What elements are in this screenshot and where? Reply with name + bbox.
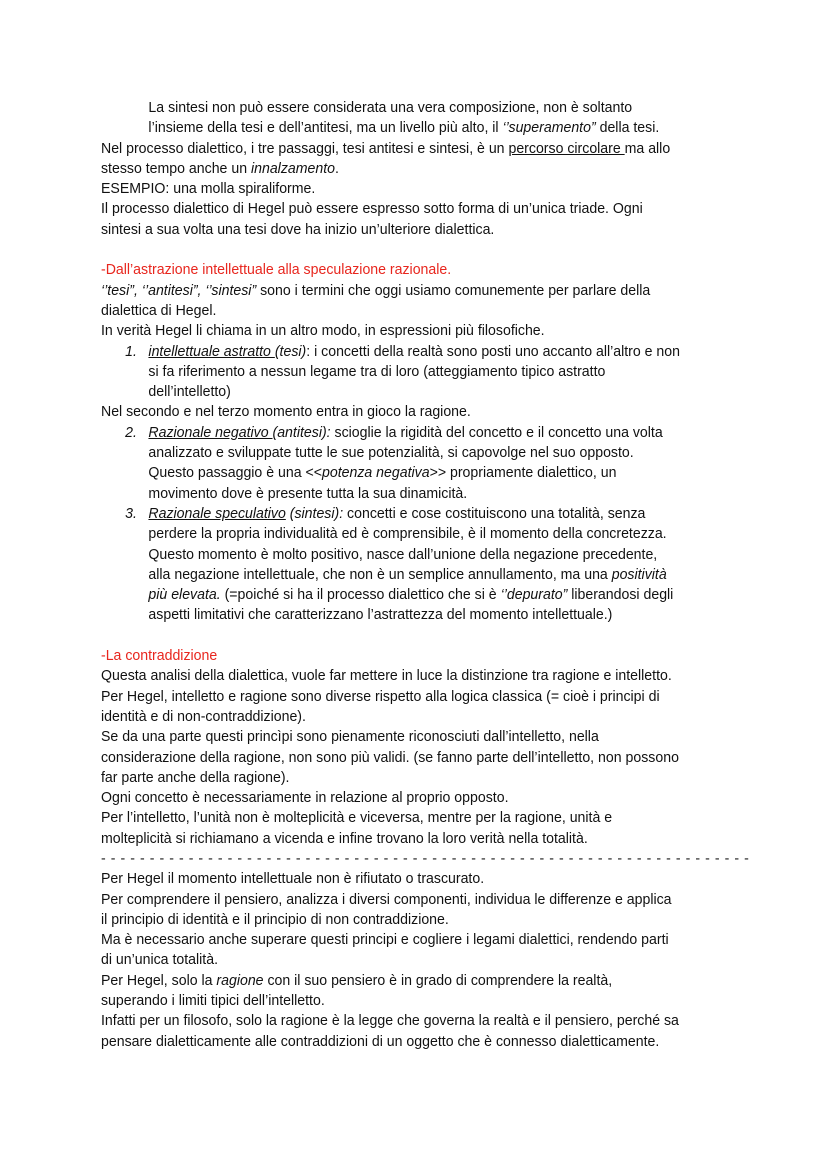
text-segment: Per Hegel, intelletto e ragione sono diverse rispetto alla logica classica (= cioè i principi di <box>101 687 660 705</box>
emphasized-text: innalzamento <box>250 159 335 177</box>
text-line <box>101 98 749 118</box>
text-segment: il principio di identità e il principio di non contraddizione. <box>101 910 449 928</box>
text-line <box>101 687 749 707</box>
text-segment: stesso tempo anche un <box>101 159 251 177</box>
text-line <box>101 402 749 422</box>
text-segment: ma allo <box>624 139 671 157</box>
text-line <box>101 727 749 747</box>
text-line <box>101 585 749 605</box>
text-line <box>101 869 749 889</box>
text-segment: movimento dove è presente tutta la sua dinamicità. <box>148 484 468 502</box>
text-segment: con il suo pensiero è in grado di comprendere la realtà, <box>263 971 613 989</box>
section-heading <box>101 646 749 666</box>
text-line <box>101 788 749 808</box>
text-segment: Ma è necessario anche superare questi principi e cogliere i legami dialettici, rendendo parti <box>101 931 669 949</box>
text-line <box>101 139 749 159</box>
text-segment: molteplicità si richiamano a vicenda e infine trovano la loro verità nella totalità. <box>101 829 588 847</box>
text-segment: dell’intelletto) <box>148 383 231 401</box>
emphasized-text: intellettuale astratto <box>148 342 275 360</box>
text-line <box>101 829 749 849</box>
text-segment: pensare dialetticamente alle contraddizioni di un oggetto che è connesso dialetticamente. <box>101 1032 660 1050</box>
dashed-separator <box>101 849 749 869</box>
text-segment: liberandosi degli <box>567 586 674 604</box>
text-line <box>101 281 749 301</box>
list-number: 2. <box>125 423 137 441</box>
text-line <box>101 220 749 240</box>
text-segment: alla negazione intellettuale, che non è un semplice annullamento, ma una <box>148 565 612 583</box>
text-segment: scioglie la rigidità del concetto e il concetto una volta <box>330 423 663 441</box>
text-segment: della tesi. <box>595 119 660 137</box>
text-line <box>101 950 749 970</box>
text-line <box>101 707 749 727</box>
text-segment: sintesi a sua volta una tesi dove ha inizio un’ulteriore dialettica. <box>101 220 495 238</box>
emphasized-text: (tesi) <box>274 342 307 360</box>
emphasized-text: ragione <box>216 971 264 989</box>
emphasized-text: ‘’depurato” <box>500 586 568 604</box>
text-line <box>101 890 749 910</box>
text-segment: -Dall’astrazione intellettuale alla speculazione razionale. <box>101 261 452 279</box>
text-segment: : i concetti della realtà sono posti uno accanto all’altro e non <box>306 342 680 360</box>
text-line <box>101 910 749 930</box>
emphasized-text: ‘’tesi”, ‘’antitesi”, ‘’sintesi” <box>101 281 257 299</box>
text-segment: Per comprendere il pensiero, analizza i diversi componenti, individua le differenze e applica <box>101 890 672 908</box>
emphasized-text: ‘’superamento” <box>502 119 596 137</box>
list-item <box>101 504 749 524</box>
text-segment: (=poiché si ha il processo dialettico che si è <box>220 586 501 604</box>
text-line <box>101 666 749 686</box>
text-segment: ESEMPIO: una molla spiraliforme. <box>101 180 316 198</box>
text-segment: . <box>334 159 339 177</box>
text-line <box>101 443 749 463</box>
text-segment: Per Hegel, solo la <box>101 971 217 989</box>
text-line <box>101 1011 749 1031</box>
text-line <box>101 199 749 219</box>
text-segment: Questa analisi della dialettica, vuole far mettere in luce la distinzione tra ragione e intelletto. <box>101 667 672 685</box>
text-line <box>101 626 749 646</box>
list-item <box>101 342 749 362</box>
text-segment: - - - - - - - - - - - - - - - - - - - - - - - - - - - - - - - - - - - - - - - - - - - - - - - - - - - - - - - - - - - - - - - - - - - <box>101 849 750 867</box>
text-line <box>101 748 749 768</box>
text-segment: Nel secondo e nel terzo momento entra in gioco la ragione. <box>101 403 471 421</box>
list-number: 1. <box>125 342 137 360</box>
text-line <box>101 991 749 1011</box>
text-segment: analizzato e sviluppate tutte le sue potenzialità, si capovolge nel suo opposto. <box>148 444 634 462</box>
text-line <box>101 930 749 950</box>
text-segment: l’insieme della tesi e dell’antitesi, ma un livello più alto, il <box>148 119 503 137</box>
text-line <box>101 768 749 788</box>
emphasized-text: (antitesi): <box>272 423 331 441</box>
text-line <box>101 524 749 544</box>
text-line <box>101 808 749 828</box>
text-line <box>101 382 749 402</box>
text-segment: Se da una parte questi princìpi sono pienamente riconosciuti dall’intelletto, nella <box>101 728 599 746</box>
emphasized-text: Razionale negativo <box>148 423 273 441</box>
text-segment: In verità Hegel li chiama in un altro modo, in espressioni più filosofiche. <box>101 322 545 340</box>
text-segment: aspetti limitativi che caratterizzano l’astrattezza del momento intellettuale.) <box>148 606 613 624</box>
text-line <box>101 545 749 565</box>
text-segment: identità e di non-contraddizione). <box>101 707 306 725</box>
emphasized-text: Razionale speculativo <box>148 504 286 522</box>
text-segment: -La contraddizione <box>101 647 218 665</box>
text-segment: La sintesi non può essere considerata una vera composizione, non è soltanto <box>148 99 633 116</box>
text-line <box>101 362 749 382</box>
text-line <box>101 484 749 504</box>
text-segment: si fa riferimento a nessun legame tra di loro (atteggiamento tipico astratto <box>148 362 606 380</box>
text-segment: dialettica di Hegel. <box>101 301 217 319</box>
text-segment: Nel processo dialettico, i tre passaggi, tesi antitesi e sintesi, è un <box>101 139 509 157</box>
text-segment: concetti e cose costituiscono una totalità, senza <box>343 504 646 522</box>
text-segment: sono i termini che oggi usiamo comunemente per parlare della <box>256 281 651 299</box>
emphasized-text: (sintesi): <box>285 504 344 522</box>
list-number: 3. <box>125 504 137 522</box>
text-line <box>101 321 749 341</box>
section-heading <box>101 260 749 280</box>
text-segment: considerazione della ragione, non sono più validi. (se fanno parte dell’intelletto, non possono <box>101 748 679 766</box>
text-segment: Infatti per un filosofo, solo la ragione è la legge che governa la realtà e il pensiero, perché sa <box>101 1012 679 1030</box>
text-segment: superando i limiti tipici dell’intelletto. <box>101 992 325 1010</box>
text-segment: perdere la propria individualità ed è comprensibile, è il momento della concretezza. <box>148 525 667 543</box>
text-line <box>101 118 749 138</box>
list-item <box>101 423 749 443</box>
text-line <box>101 240 749 260</box>
text-line <box>101 605 749 625</box>
emphasized-text: potenza negativa <box>321 464 430 482</box>
text-segment: far parte anche della ragione). <box>101 768 290 786</box>
text-line <box>101 463 749 483</box>
emphasized-text: più elevata. <box>148 586 221 604</box>
document-page <box>101 98 749 1052</box>
text-segment: Per Hegel il momento intellettuale non è rifiutato o trascurato. <box>101 870 485 888</box>
text-segment: Per l’intelletto, l’unità non è molteplicità e viceversa, mentre per la ragione, unità e <box>101 809 613 827</box>
text-segment: >> propriamente dialettico, un <box>429 464 617 482</box>
text-segment: Questo passaggio è una << <box>148 464 322 482</box>
text-line <box>101 971 749 991</box>
emphasized-text: positività <box>611 565 667 583</box>
text-line <box>101 565 749 585</box>
text-line <box>101 159 749 179</box>
text-line <box>101 301 749 321</box>
text-segment: Questo momento è molto positivo, nasce dall’unione della negazione precedente, <box>148 545 658 563</box>
text-line <box>101 1032 749 1052</box>
text-segment: Ogni concetto è necessariamente in relazione al proprio opposto. <box>101 789 509 807</box>
text-line <box>101 179 749 199</box>
text-segment: Il processo dialettico di Hegel può essere espresso sotto forma di un’unica triade. Ogni <box>101 200 643 218</box>
emphasized-text: percorso circolare <box>508 139 625 157</box>
text-segment: di un’unica totalità. <box>101 951 219 969</box>
